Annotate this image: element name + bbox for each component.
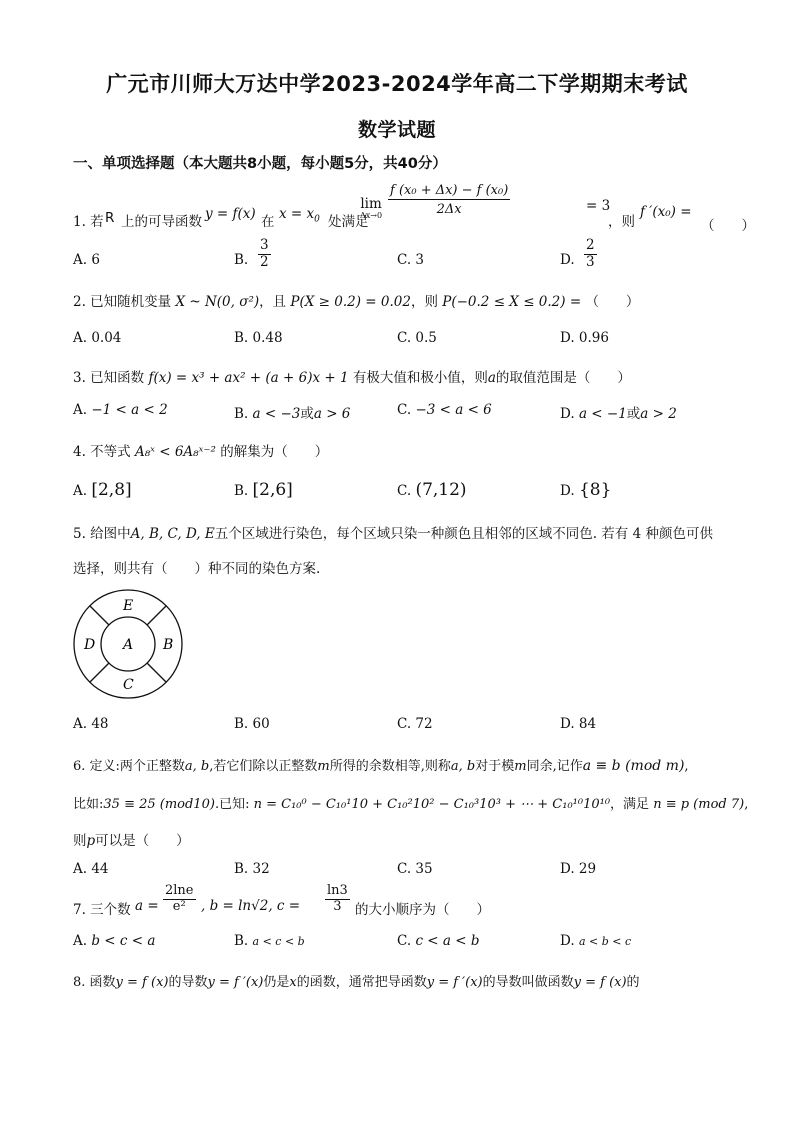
- q7-option-b[interactable]: B. a < c < b: [234, 933, 305, 949]
- q2-distribution: X ~ N(0, σ²): [175, 294, 260, 310]
- q1-option-b[interactable]: B. $\frac{3}{2}$: [234, 237, 269, 270]
- q1-difference-quotient: $\frac{\text{f (x₀ + Δx) − f (x₀)}}{2\Delta x}$: [390, 183, 509, 217]
- q1-option-c[interactable]: C. 3: [397, 252, 425, 268]
- q2-condition: P(X ≥ 0.2) = 0.02: [290, 294, 411, 310]
- q3-function: f(x) = x³ + ax² + (a + 6)x + 1: [148, 370, 349, 386]
- q1-text-4: ，则: [608, 214, 635, 230]
- region-label-e: E: [123, 598, 134, 614]
- question-5-line-1: 5. 给图中A, B, C, D, E五个区域进行染色，每个区域只染一种颜色且相邻的区域不同色. 若有 4 种颜色可供: [73, 526, 713, 542]
- region-label-b: B: [163, 637, 174, 653]
- q1-option-a[interactable]: A. 6: [73, 252, 100, 268]
- exam-title: 广元市川师大万达中学2023-2024学年高二下学期期末考试: [106, 72, 688, 96]
- q6-option-c[interactable]: C. 35: [397, 861, 433, 877]
- q6-option-a[interactable]: A. 44: [73, 861, 109, 877]
- region-label-d: D: [84, 637, 96, 653]
- q4-option-a[interactable]: A. [2,8]: [73, 480, 132, 500]
- q6-n-expression: n = C₁₀⁰ − C₁₀¹10 + C₁₀²10² − C₁₀³10³ + ⋯ + C₁₀¹⁰10¹⁰: [253, 797, 611, 812]
- q4-option-d[interactable]: D. {8}: [560, 480, 612, 500]
- ring-coloring-diagram: [72, 588, 184, 700]
- question-8-line-1: 8. 函数y = f (x)的导数y = f ′(x)仍是x的函数，通常把导函数y = f ′(x)的导数叫做函数y = f (x)的: [73, 975, 640, 990]
- q7-option-a[interactable]: A. b < c < a: [73, 933, 156, 949]
- q1-option-d[interactable]: D. $\frac{2}{3}$: [560, 237, 595, 270]
- q1-equals-3: = 3: [586, 198, 611, 214]
- q3-option-c[interactable]: C. −3 < a < 6: [397, 402, 492, 418]
- q6-option-b[interactable]: B. 32: [234, 861, 270, 877]
- question-6-line-1: 6. 定义:两个正整数a, b,若它们除以正整数m所得的余数相等,则称a, b对于模m同余,记作a ≡ b (mod m),: [73, 758, 689, 774]
- q1-limit: lim Δx→0: [360, 196, 383, 220]
- q2-option-d[interactable]: D. 0.96: [560, 330, 609, 346]
- question-5-line-2: 选择，则共有（ ）种不同的染色方案.: [73, 561, 321, 577]
- q2-option-c[interactable]: C. 0.5: [397, 330, 437, 346]
- divider-sw: [90, 663, 109, 682]
- q7-a-fraction: $\frac{2\ln e}{\text{e²}}$: [165, 883, 194, 914]
- q1-function: y = f(x): [205, 206, 256, 222]
- q1-answer-blank: （ ）: [701, 218, 755, 234]
- question-6-line-2: 比如:35 ≡ 25 (mod10).已知: n = C₁₀⁰ − C₁₀¹10 + C₁₀²10² − C₁₀³10³ + ⋯ + C₁₀¹⁰10¹⁰，满足 n ≡ p (mod 7),: [73, 797, 749, 812]
- q3-option-b[interactable]: B. a < −3或a > 6: [234, 406, 351, 422]
- divider-se: [147, 663, 166, 682]
- region-label-c: C: [123, 677, 134, 693]
- q1-text-2: 在: [261, 214, 275, 230]
- q4-inequality: A₈ˣ < 6A₈ˣ⁻²: [134, 444, 216, 460]
- question-4: 4. 不等式 A₈ˣ < 6A₈ˣ⁻² 的解集为（ ）: [73, 444, 329, 460]
- q2-answer-blank: （ ）: [585, 294, 640, 310]
- q5-option-a[interactable]: A. 48: [73, 716, 109, 732]
- q2-option-a[interactable]: A. 0.04: [73, 330, 122, 346]
- question-6-line-3: 则p可以是（ ）: [73, 833, 190, 849]
- question-3: 3. 已知函数 f(x) = x³ + ax² + (a + 6)x + 1 有极大值和极小值，则a的取值范围是（ ）: [73, 370, 631, 386]
- q7-c-fraction: $\frac{\ln 3}{3}$: [327, 883, 348, 914]
- q1-text-3: 处满足: [328, 214, 369, 230]
- q5-option-b[interactable]: B. 60: [234, 716, 270, 732]
- question-2: 2. 已知随机变量 X ~ N(0, σ²)，且 P(X ≥ 0.2) = 0.02，则 P(−0.2 ≤ X ≤ 0.2) = （ ）: [73, 294, 640, 310]
- exam-subtitle: 数学试题: [357, 119, 436, 141]
- q5-option-c[interactable]: C. 72: [397, 716, 433, 732]
- exam-page: 广元市川师大万达中学2023-2024学年高二下学期期末考试 数学试题 一、单项选择题（本大题共8小题，每小题5分，共40分） 1. 若 R 上的可导函数 y = f(x) 在 $x = x_0$ 处满足 lim Δx→0 $\frac{\text{f (x₀ + Δx) − f (x₀)}}{2\Delta x}$ = 3 ，则 f ′(x₀) = （ ） A. 6 B. $\frac{3}{2}$ C. 3 D. $\frac{2}{3}$ 2. 已知随机变量 X ~ N(0, σ²)，且 P(X ≥ 0.2) = 0.02，则 P(−0.2 ≤ X ≤ 0.2) = （ ） A. 0.04 B. 0.48 C. 0.5 D. 0.96 3. 已知函数 f(x) = x³ + ax² + (a + 6)x + 1 有极大值和极小值，则a的取值范围是（ ） A. −1 < a < 2 B. a < −3或a > 6 C. −3 < a < 6 D. a < −1或a > 2 4. 不等式 A₈ˣ < 6A₈ˣ⁻² 的解集为（ ） A. [2,8] B. [2,6] C. (7,12) D. {8} 5. 给图中A, B, C, D, E五个区域进行染色，每个区域只染一种颜色且相邻的区域不同色. 若有 4 种颜色可供 选择，则共有（ ）种不同的染色方案. E D A B C A. 48 B. 60 C. 72 D. 84 6. 定义:两个正整数a, b,若它们除以正整数m所得的余数相等,则称a, b对于模m同余,记作a ≡ b (mod m), 比如:35 ≡ 25 (mod10).已知: n = C₁₀⁰ − C₁₀¹10 + C₁₀²10² − C₁₀³10³ + ⋯ + C₁₀¹⁰10¹⁰，满足 n ≡ p (mod 7), 则p可以是（ ） A. 44 B. 32 C. 35 D. 29 7. 三个数 a = $\frac{2\ln e}{\text{e²}}$ , b = ln√2, c = $\frac{\ln 3}{3}$ 的大小顺序为（ ） A. b < c < a B. a < c < b C. c < a < b D. a < b < c 8. 函数y = f (x)的导数y = f ′(x)仍是x的函数，通常把导函数y = f ′(x)的导数叫做函数y = f (x)的: [0, 0, 794, 1124]
- q1-ask: f ′(x₀) =: [640, 204, 692, 220]
- q1-real-set: R: [105, 210, 115, 226]
- divider-ne: [147, 606, 166, 625]
- q1-prefix: 1. 若: [73, 214, 104, 230]
- q2-option-b[interactable]: B. 0.48: [234, 330, 283, 346]
- q3-option-d[interactable]: D. a < −1或a > 2: [560, 406, 677, 422]
- q1-text-1: 上的可导函数: [121, 214, 202, 230]
- section-heading-single-choice: 一、单项选择题（本大题共8小题，每小题5分，共40分）: [73, 156, 447, 172]
- q6-n-congruence: n ≡ p (mod 7): [653, 797, 745, 812]
- q7-option-d[interactable]: D. a < b < c: [560, 933, 632, 949]
- q1-point: $x = x_0$: [279, 206, 320, 225]
- q7-option-c[interactable]: C. c < a < b: [397, 933, 480, 949]
- q2-ask: P(−0.2 ≤ X ≤ 0.2) =: [442, 294, 582, 310]
- q5-option-d[interactable]: D. 84: [560, 716, 597, 732]
- q3-option-a[interactable]: A. −1 < a < 2: [73, 402, 168, 418]
- q4-option-b[interactable]: B. [2,6]: [234, 480, 293, 500]
- q4-option-c[interactable]: C. (7,12): [397, 480, 467, 500]
- divider-nw: [90, 606, 109, 625]
- region-label-a: A: [123, 637, 134, 653]
- q6-option-d[interactable]: D. 29: [560, 861, 597, 877]
